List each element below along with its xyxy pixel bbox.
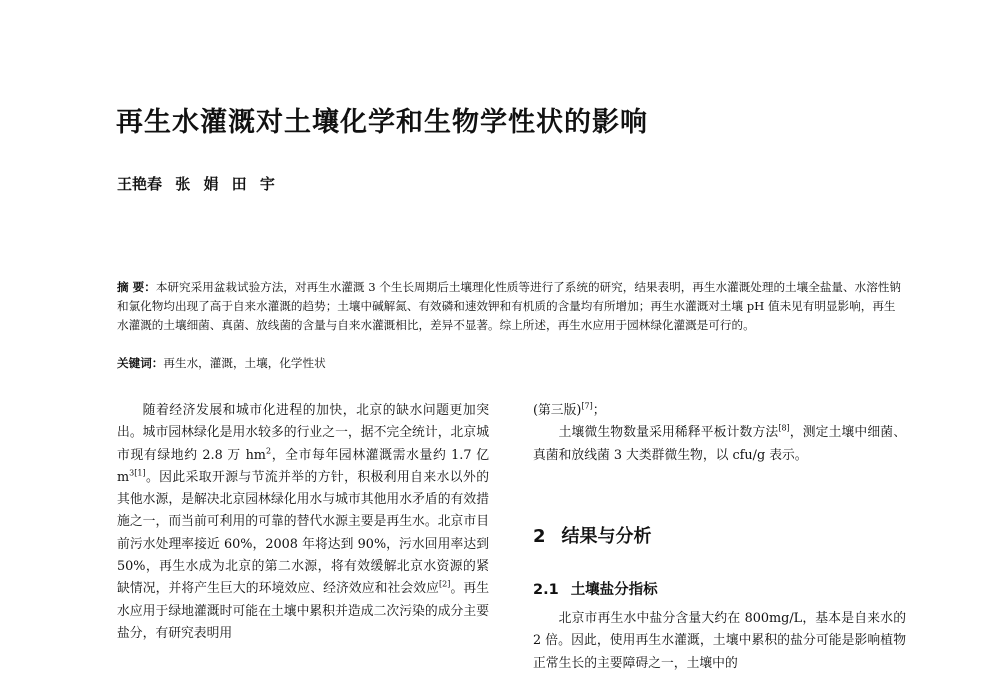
section-number: 2: [533, 526, 546, 547]
body-text: 土壤微生物数量采用稀释平板计数方法: [558, 425, 779, 441]
keywords-label: 关键词：: [117, 356, 164, 370]
salt-paragraph: 北京市再生水中盐分含量大约在 800mg/L，基本是自来水的 2 倍。因此，使用再生水灌溉，土壤中累积的盐分可能是影响植物正常生长的主要障碍之一，土壤中的: [533, 611, 906, 671]
subsection-number: 2.1: [533, 582, 559, 598]
method-paragraph-tail: [533, 400, 906, 422]
citation-ref: [2]: [439, 580, 451, 590]
keywords: [117, 354, 907, 373]
paper-title: 再生水灌溉对土壤化学和生物学性状的影响: [116, 107, 648, 138]
citation-ref: 3[1]: [129, 468, 146, 478]
body-text: ；: [592, 403, 606, 418]
left-column: [117, 400, 489, 645]
citation-ref: [7]: [581, 401, 593, 411]
subsection-heading: [533, 578, 658, 599]
abstract: [117, 278, 907, 335]
body-text: ，测定土壤中细菌、真菌和放线菌 3 大类群微生物，以 cfu/g 表示。: [533, 425, 907, 463]
body-text: 。因此采取开源与节流并举的方针，积极利用自来水以外的其他水源，是解决北京园林绿化用水与城市其他用水矛盾的有效措施之一，而当前可利用的可靠的替代水源主要是再生水。北京市目前污水处理率接近 60%，2008 年将达到 90%，污水回用率达到 50%，再生水成为北京的第二水源，将有效缓解北京水资源的紧缺情况，并将产生巨大的环境效应、经济效应和社会效应: [117, 469, 489, 597]
section-heading: [533, 522, 652, 548]
right-column: [533, 400, 906, 467]
author-list: 王艳春 张 娟 田 宇: [117, 175, 275, 193]
body-text: 。再生水应用于绿地灌溉时可能在土壤中累积并造成二次污染的成分主要盐分，有研究表明用: [117, 581, 490, 641]
section-title: 结果与分析: [561, 526, 652, 547]
body-text: ，全市每年园林灌溉需水量约 1.7 亿 m: [117, 447, 489, 485]
superscript: 2: [265, 446, 272, 456]
intro-paragraph: [117, 400, 489, 645]
keywords-text: 再生水，灌溉，土壤，化学性状: [163, 356, 326, 370]
microbe-method-paragraph: [533, 422, 906, 467]
body-text: (第三版): [533, 403, 582, 418]
body-text: 随着经济发展和城市化进程的加快，北京的缺水问题更加突出。城市园林绿化是用水较多的行业之一，据不完全统计，北京城市现有绿地约 2.8 万 hm: [117, 403, 489, 463]
results-column: [533, 608, 906, 675]
abstract-label: 摘 要：: [117, 280, 156, 294]
subsection-title: 土壤盐分指标: [570, 582, 658, 598]
citation-ref: [8]: [778, 424, 790, 434]
abstract-text: 本研究采用盆栽试验方法，对再生水灌溉 3 个生长周期后土壤理化性质等进行了系统的研究，结果表明，再生水灌溉处理的土壤全盐量、水溶性钠和氯化物均出现了高于自来水灌溉的趋势；土壤中碱解氮、有效磷和速效钾和有机质的含量均有所增加；再生水灌溉对土壤 pH 值未见有明显影响，再生水灌溉的土壤细菌、真菌、放线菌的含量与自来水灌溉相比，差异不显著。综上所述，再生水应用于园林绿化灌溉是可行的。: [117, 280, 901, 332]
